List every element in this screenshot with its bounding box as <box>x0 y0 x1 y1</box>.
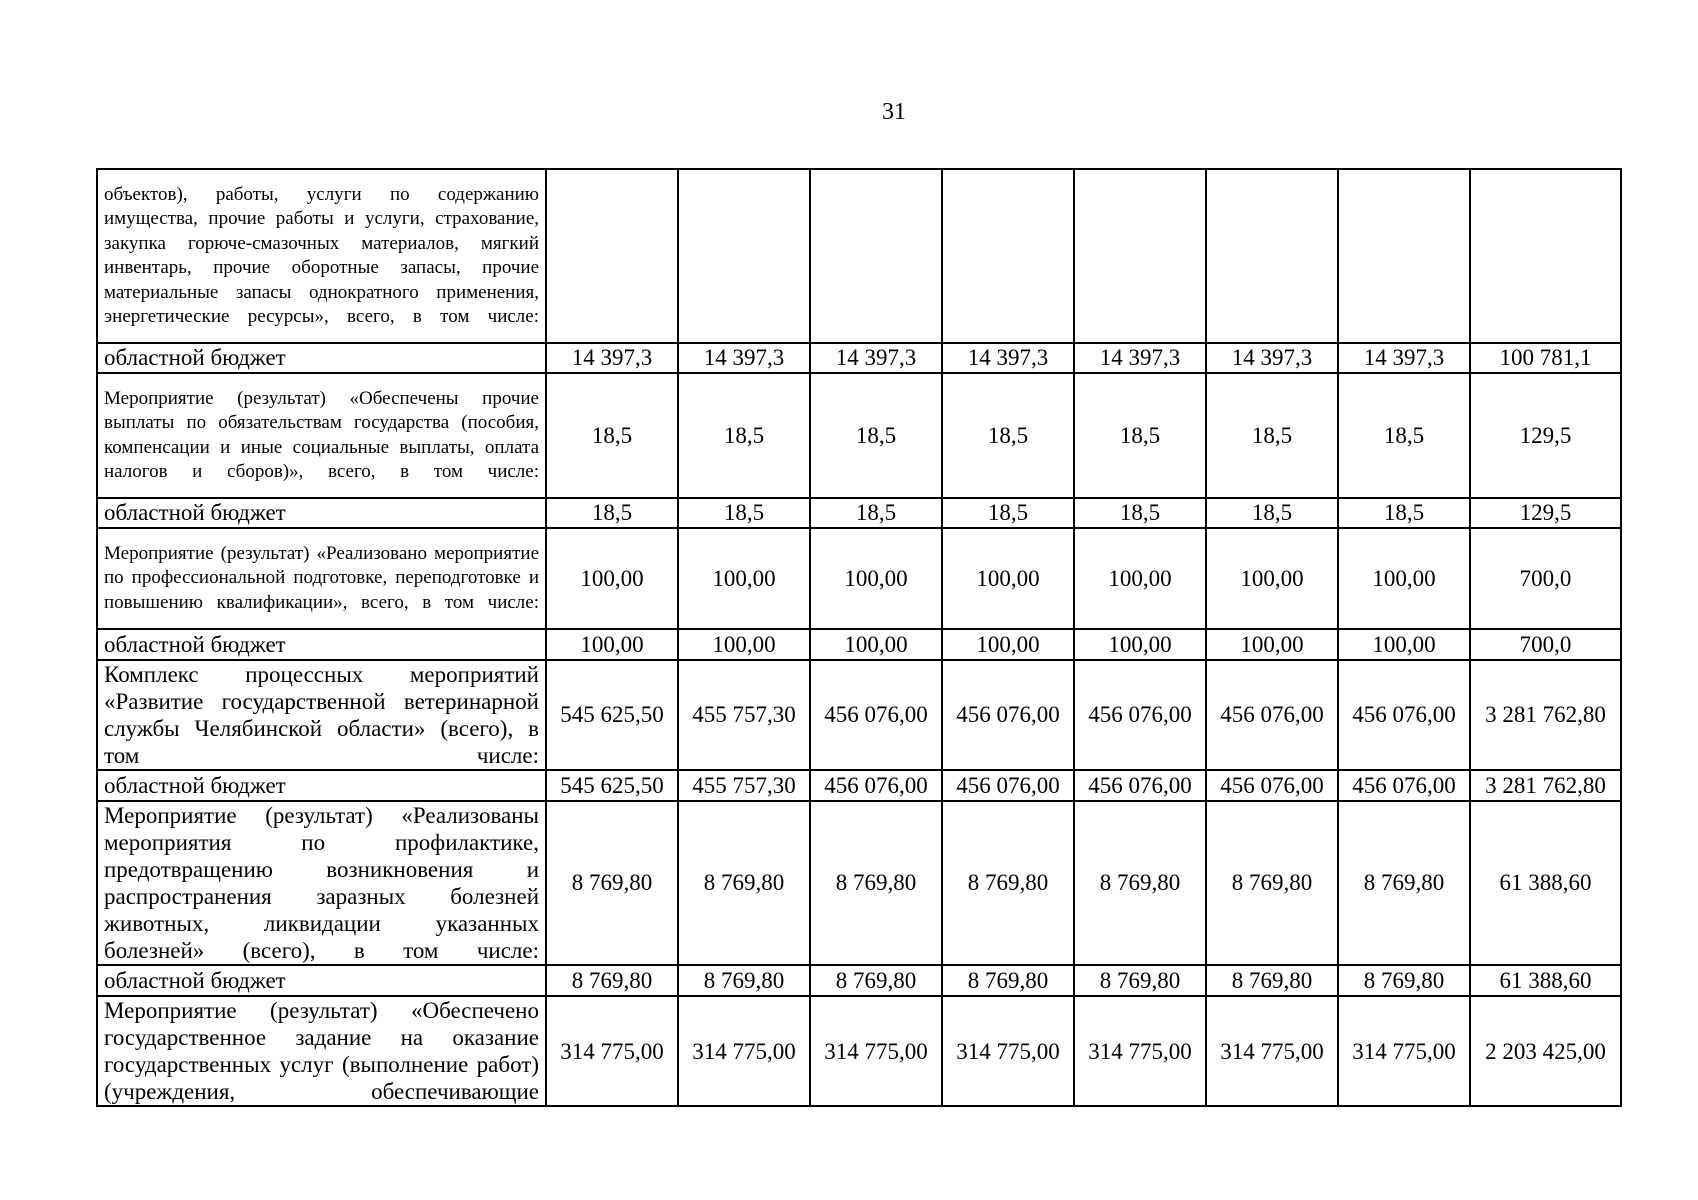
value-cell: 314 775,00 <box>1074 996 1206 1106</box>
value-cell: 456 076,00 <box>1074 660 1206 770</box>
total-cell: 3 281 762,80 <box>1470 770 1621 801</box>
value-cell: 100,00 <box>546 629 678 660</box>
row-description: областной бюджет <box>97 965 546 996</box>
table-row-regional-budget <box>97 629 1621 660</box>
value-cell: 8 769,80 <box>1074 801 1206 965</box>
total-cell: 3 281 762,80 <box>1470 660 1621 770</box>
total-cell <box>1470 169 1621 343</box>
value-cell: 8 769,80 <box>1338 965 1470 996</box>
value-cell: 100,00 <box>1206 629 1338 660</box>
value-cell: 455 757,30 <box>678 660 810 770</box>
value-cell: 314 775,00 <box>678 996 810 1106</box>
page-number: 31 <box>882 99 906 125</box>
value-cell: 14 397,3 <box>810 343 942 373</box>
value-cell <box>546 169 678 343</box>
value-cell: 314 775,00 <box>942 996 1074 1106</box>
value-cell: 100,00 <box>1074 528 1206 629</box>
value-cell: 18,5 <box>678 498 810 528</box>
value-cell: 314 775,00 <box>810 996 942 1106</box>
row-description: областной бюджет <box>97 629 546 660</box>
total-cell: 100 781,1 <box>1470 343 1621 373</box>
table-row-veterinary-complex <box>97 660 1621 770</box>
value-cell: 18,5 <box>810 373 942 498</box>
row-description: областной бюджет <box>97 770 546 801</box>
value-cell <box>1206 169 1338 343</box>
value-cell: 100,00 <box>1338 629 1470 660</box>
value-cell: 8 769,80 <box>1206 801 1338 965</box>
value-cell: 18,5 <box>1206 498 1338 528</box>
value-cell: 314 775,00 <box>1338 996 1470 1106</box>
value-cell <box>810 169 942 343</box>
value-cell: 8 769,80 <box>546 965 678 996</box>
total-cell: 700,0 <box>1470 629 1621 660</box>
value-cell: 100,00 <box>678 629 810 660</box>
row-description: Мероприятие (результат) «Реализованы мероприятия по профилактике, предотвращению возникновения и распространения заразных болезней животных, ликвидации указанных болезней» (всего), в том числе: <box>97 801 546 965</box>
row-description: Комплекс процессных мероприятий «Развитие государственной ветеринарной службы Челябинской области» (всего), в том числе: <box>97 660 546 770</box>
value-cell: 100,00 <box>678 528 810 629</box>
row-description: областной бюджет <box>97 343 546 373</box>
value-cell: 100,00 <box>1206 528 1338 629</box>
value-cell: 8 769,80 <box>546 801 678 965</box>
table-row-expenses-continuation <box>97 169 1621 343</box>
value-cell: 18,5 <box>546 498 678 528</box>
value-cell: 456 076,00 <box>942 660 1074 770</box>
value-cell: 18,5 <box>1206 373 1338 498</box>
value-cell: 456 076,00 <box>942 770 1074 801</box>
table-row-regional-budget <box>97 343 1621 373</box>
value-cell: 455 757,30 <box>678 770 810 801</box>
row-description: объектов), работы, услуги по содержанию имущества, прочие работы и услуги, страхование, закупка горюче-смазочных материалов, мягкий инвентарь, прочие оборотные запасы, прочие материальные запасы однократного применения, энергетические ресурсы», всего, в том числе: <box>97 169 546 343</box>
value-cell: 456 076,00 <box>810 660 942 770</box>
value-cell: 14 397,3 <box>678 343 810 373</box>
row-description: Мероприятие (результат) «Обеспечены прочие выплаты по обязательствам государства (пособия, компенсации и иные социальные выплаты, оплата налогов и сборов)», всего, в том числе: <box>97 373 546 498</box>
value-cell: 18,5 <box>942 498 1074 528</box>
value-cell: 8 769,80 <box>1206 965 1338 996</box>
value-cell <box>942 169 1074 343</box>
value-cell: 18,5 <box>810 498 942 528</box>
total-cell: 129,5 <box>1470 498 1621 528</box>
value-cell: 456 076,00 <box>1206 660 1338 770</box>
total-cell: 700,0 <box>1470 528 1621 629</box>
value-cell: 314 775,00 <box>1206 996 1338 1106</box>
value-cell: 100,00 <box>1074 629 1206 660</box>
budget-table <box>96 168 1622 1107</box>
value-cell: 456 076,00 <box>810 770 942 801</box>
value-cell: 18,5 <box>546 373 678 498</box>
table-row-state-assignment <box>97 996 1621 1106</box>
value-cell: 456 076,00 <box>1206 770 1338 801</box>
value-cell: 18,5 <box>1074 498 1206 528</box>
value-cell: 18,5 <box>1338 373 1470 498</box>
value-cell: 100,00 <box>1338 528 1470 629</box>
value-cell: 18,5 <box>678 373 810 498</box>
table-row-training <box>97 528 1621 629</box>
value-cell <box>1338 169 1470 343</box>
total-cell: 129,5 <box>1470 373 1621 498</box>
value-cell: 8 769,80 <box>1338 801 1470 965</box>
total-cell: 2 203 425,00 <box>1470 996 1621 1106</box>
value-cell: 8 769,80 <box>810 965 942 996</box>
row-description: областной бюджет <box>97 498 546 528</box>
value-cell: 8 769,80 <box>942 801 1074 965</box>
value-cell: 8 769,80 <box>678 965 810 996</box>
value-cell: 18,5 <box>942 373 1074 498</box>
value-cell: 8 769,80 <box>942 965 1074 996</box>
value-cell: 14 397,3 <box>1074 343 1206 373</box>
value-cell: 18,5 <box>1338 498 1470 528</box>
table-row-regional-budget <box>97 965 1621 996</box>
value-cell: 456 076,00 <box>1338 770 1470 801</box>
value-cell: 14 397,3 <box>1206 343 1338 373</box>
value-cell: 8 769,80 <box>810 801 942 965</box>
value-cell: 14 397,3 <box>1338 343 1470 373</box>
value-cell: 100,00 <box>942 528 1074 629</box>
value-cell: 18,5 <box>1074 373 1206 498</box>
value-cell: 14 397,3 <box>546 343 678 373</box>
row-description: Мероприятие (результат) «Обеспечено государственное задание на оказание государственных услуг (выполнение работ) (учреждения, обеспечивающие <box>97 996 546 1106</box>
value-cell: 100,00 <box>810 629 942 660</box>
value-cell: 314 775,00 <box>546 996 678 1106</box>
total-cell: 61 388,60 <box>1470 965 1621 996</box>
value-cell <box>678 169 810 343</box>
table-row-regional-budget <box>97 770 1621 801</box>
table-row-regional-budget <box>97 498 1621 528</box>
value-cell: 100,00 <box>942 629 1074 660</box>
value-cell: 14 397,3 <box>942 343 1074 373</box>
table-row-disease-prevention <box>97 801 1621 965</box>
value-cell: 100,00 <box>810 528 942 629</box>
value-cell: 100,00 <box>546 528 678 629</box>
row-description: Мероприятие (результат) «Реализовано мероприятие по профессиональной подготовке, переподготовке и повышению квалификации», всего, в том числе: <box>97 528 546 629</box>
value-cell: 545 625,50 <box>546 660 678 770</box>
table-row-other-payments <box>97 373 1621 498</box>
total-cell: 61 388,60 <box>1470 801 1621 965</box>
value-cell: 8 769,80 <box>678 801 810 965</box>
value-cell: 456 076,00 <box>1074 770 1206 801</box>
value-cell: 456 076,00 <box>1338 660 1470 770</box>
value-cell: 8 769,80 <box>1074 965 1206 996</box>
value-cell: 545 625,50 <box>546 770 678 801</box>
value-cell <box>1074 169 1206 343</box>
